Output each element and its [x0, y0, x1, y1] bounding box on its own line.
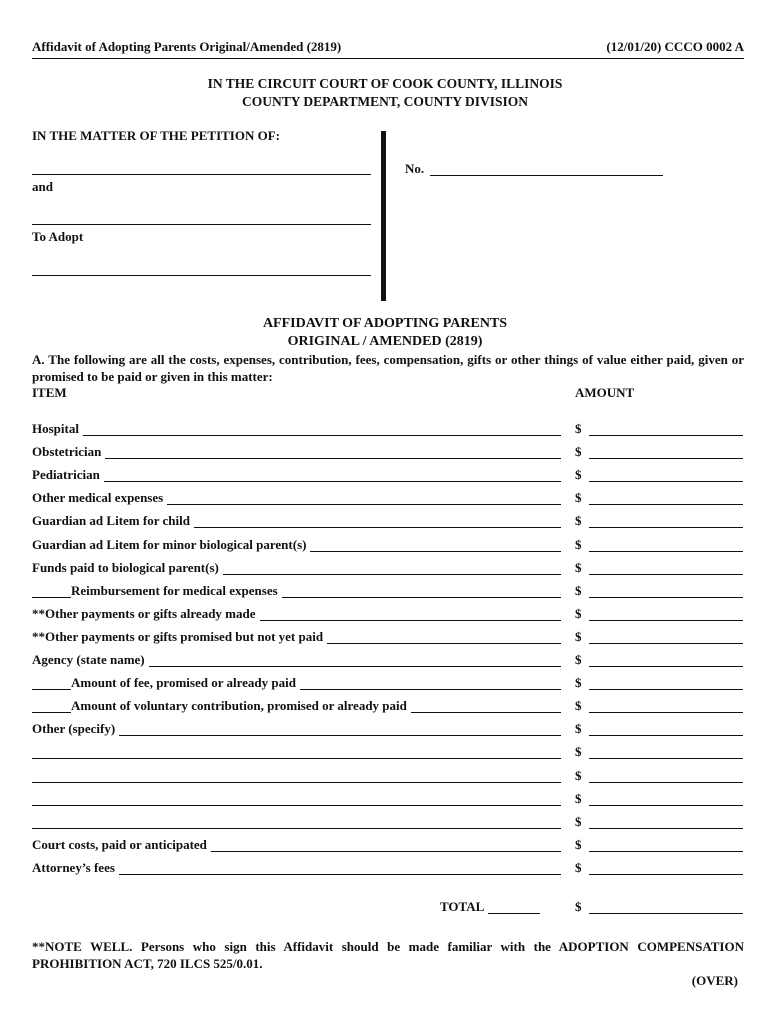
item-description-field[interactable] — [32, 481, 561, 482]
item-amount-field[interactable] — [589, 643, 743, 644]
item-label: Other (specify) — [32, 721, 119, 737]
item-row — [0, 837, 770, 855]
item-row — [0, 606, 770, 624]
form-header-title: Affidavit of Adopting Parents Original/Amended (2819) — [32, 39, 342, 54]
currency-sign: $ — [575, 698, 582, 714]
item-label: Reimbursement for medical expenses — [71, 583, 282, 599]
item-amount-field[interactable] — [589, 435, 743, 436]
case-number-label: No. — [405, 161, 425, 176]
item-label: Amount of voluntary contribution, promised or already paid — [71, 698, 411, 714]
item-row — [0, 490, 770, 508]
total-short-line — [488, 913, 540, 914]
item-label: Guardian ad Litem for minor biological parent(s) — [32, 537, 310, 553]
caption-divider — [381, 131, 386, 301]
item-row — [0, 467, 770, 485]
item-amount-field[interactable] — [589, 504, 743, 505]
currency-sign: $ — [575, 790, 582, 806]
note-well: **NOTE WELL. Persons who sign this Affidavit should be made familiar with the ADOPTION COMPENSATION PROHIBITION ACT, 720 ILCS 525/0.01. — [32, 939, 744, 971]
total-label: TOTAL — [440, 899, 488, 915]
and-label: and — [32, 179, 53, 194]
item-row — [0, 652, 770, 670]
affidavit-title: AFFIDAVIT OF ADOPTING PARENTS — [262, 316, 508, 331]
case-number-field[interactable] — [430, 175, 663, 176]
item-label: Amount of fee, promised or already paid — [71, 675, 300, 691]
item-description-field[interactable] — [32, 828, 561, 829]
currency-sign: $ — [575, 421, 582, 436]
to-adopt-label: To Adopt — [32, 229, 84, 244]
court-name: IN THE CIRCUIT COURT OF COOK COUNTY, ILLINOIS — [207, 76, 563, 91]
item-row — [0, 744, 770, 762]
item-description-field[interactable] — [32, 782, 561, 783]
item-label: Guardian ad Litem for child — [32, 513, 194, 529]
total-row — [0, 899, 770, 917]
currency-sign: $ — [575, 559, 582, 575]
item-row — [0, 768, 770, 786]
currency-sign: $ — [575, 628, 582, 644]
item-row — [0, 537, 770, 555]
form-number: (12/01/20) CCCO 0002 A — [606, 39, 744, 54]
court-division: COUNTY DEPARTMENT, COUNTY DIVISION — [241, 94, 529, 109]
item-label: Pediatrician — [32, 467, 104, 483]
item-amount-field[interactable] — [589, 851, 743, 852]
item-amount-field[interactable] — [589, 597, 743, 598]
item-amount-field[interactable] — [589, 481, 743, 482]
item-row — [0, 444, 770, 462]
item-label: Funds paid to biological parent(s) — [32, 560, 223, 576]
item-amount-field[interactable] — [589, 782, 743, 783]
currency-sign: $ — [575, 899, 582, 914]
item-row — [0, 513, 770, 531]
item-column-header: ITEM — [32, 385, 67, 400]
item-row — [0, 560, 770, 578]
header-rule — [32, 58, 744, 59]
currency-sign: $ — [575, 605, 582, 621]
adoptee-line[interactable] — [32, 275, 371, 276]
item-label: Hospital — [32, 421, 83, 437]
currency-sign: $ — [575, 836, 582, 852]
item-row — [0, 629, 770, 647]
item-description-field[interactable] — [32, 458, 561, 459]
item-row — [0, 698, 770, 716]
currency-sign: $ — [575, 444, 582, 460]
currency-sign: $ — [575, 513, 582, 529]
item-amount-field[interactable] — [589, 527, 743, 528]
item-amount-field[interactable] — [589, 689, 743, 690]
item-amount-field[interactable] — [589, 712, 743, 713]
currency-sign: $ — [575, 744, 582, 760]
section-a-intro: A. The following are all the costs, expenses, contribution, fees, compensation, gifts or other things of value either paid, given or promised to be paid or given in this matter: — [32, 352, 744, 384]
item-description-field[interactable] — [32, 805, 561, 806]
matter-heading: IN THE MATTER OF THE PETITION OF: — [32, 128, 281, 143]
item-label: Attorney’s fees — [32, 860, 119, 876]
item-amount-field[interactable] — [589, 828, 743, 829]
item-row — [0, 421, 770, 439]
total-amount-field[interactable] — [589, 913, 743, 914]
petitioner-line-1[interactable] — [32, 174, 371, 175]
currency-sign: $ — [575, 813, 582, 829]
item-amount-field[interactable] — [589, 551, 743, 552]
currency-sign: $ — [575, 467, 582, 483]
item-amount-field[interactable] — [589, 758, 743, 759]
over-label: (OVER) — [691, 973, 738, 988]
currency-sign: $ — [575, 490, 582, 506]
item-label: Court costs, paid or anticipated — [32, 837, 211, 853]
currency-sign: $ — [575, 582, 582, 598]
currency-sign: $ — [575, 652, 582, 667]
currency-sign: $ — [575, 721, 582, 737]
amount-column-header: AMOUNT — [575, 385, 635, 400]
currency-sign: $ — [575, 675, 582, 691]
item-row — [0, 814, 770, 832]
item-label: Other medical expenses — [32, 490, 167, 506]
item-amount-field[interactable] — [589, 574, 743, 575]
item-label: **Other payments or gifts promised but not yet paid — [32, 629, 327, 645]
item-row — [0, 791, 770, 809]
item-description-field[interactable] — [32, 435, 561, 436]
item-description-field[interactable] — [32, 758, 561, 759]
item-row — [0, 675, 770, 693]
currency-sign: $ — [575, 536, 582, 552]
item-amount-field[interactable] — [589, 805, 743, 806]
item-row — [0, 860, 770, 878]
currency-sign: $ — [575, 859, 582, 875]
item-label: Obstetrician — [32, 444, 105, 460]
item-label: **Other payments or gifts already made — [32, 606, 260, 622]
item-amount-field[interactable] — [589, 735, 743, 736]
item-amount-field[interactable] — [589, 458, 743, 459]
item-row — [0, 583, 770, 601]
item-row — [0, 721, 770, 739]
item-amount-field[interactable] — [589, 666, 743, 667]
item-amount-field[interactable] — [589, 620, 743, 621]
affidavit-subtitle: ORIGINAL / AMENDED (2819) — [287, 334, 483, 349]
item-label: Agency (state name) — [32, 652, 149, 668]
item-amount-field[interactable] — [589, 874, 743, 875]
currency-sign: $ — [575, 767, 582, 783]
petitioner-line-2[interactable] — [32, 224, 371, 225]
